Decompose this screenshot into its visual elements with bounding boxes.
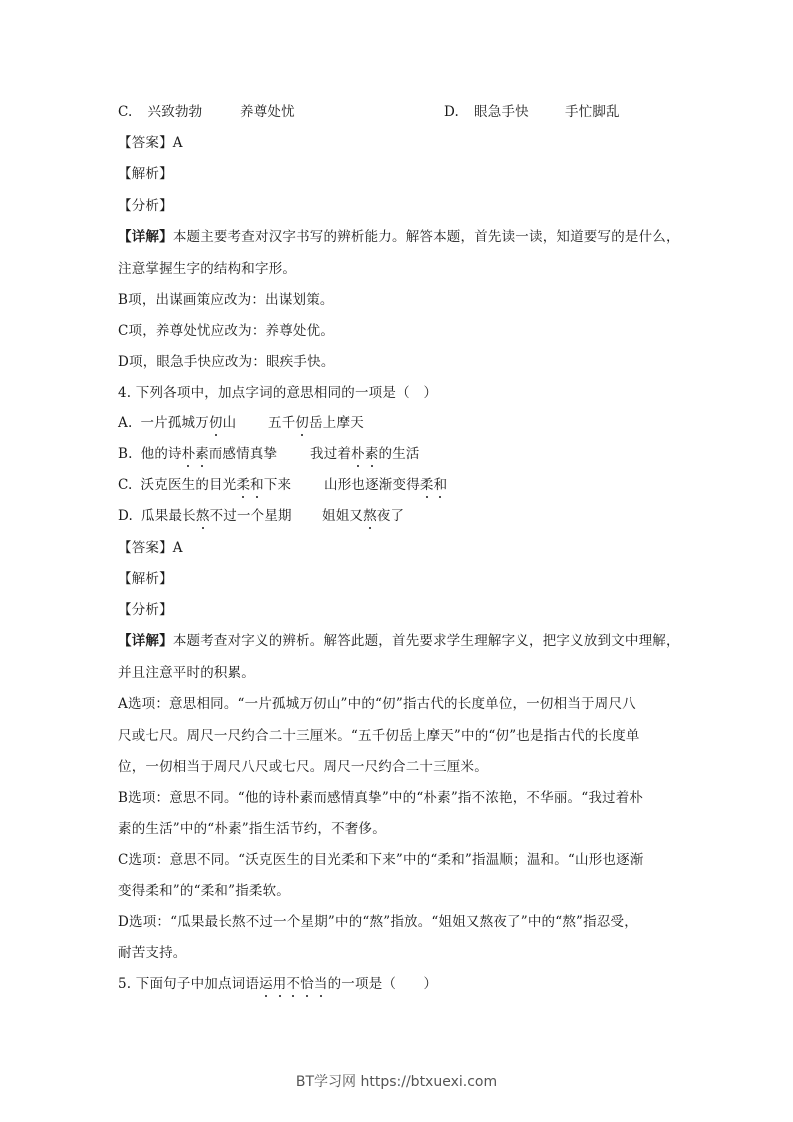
text: 一片孤城万 — [140, 415, 209, 431]
detail-tag: 【详解】 — [118, 633, 173, 649]
q4-option-d-sentence2 — [322, 507, 404, 525]
dotted-word: 熬 — [363, 508, 377, 524]
dotted-char: 柔 — [419, 477, 434, 493]
detail-line-2: 注意掌握生字的结构和字形。 — [118, 261, 297, 277]
q4-answer: 【答案】A — [118, 540, 183, 556]
q4-option-a — [118, 414, 236, 432]
text: 他的诗 — [140, 446, 182, 462]
option-label: D. — [118, 508, 134, 524]
text: 我过着 — [310, 446, 352, 462]
option-d-row — [444, 103, 529, 121]
dotted-char: 素 — [195, 446, 209, 462]
detail-text: 本题主要考查对汉字书写的辨析能力。解答本题，首先读一读，知道要写的是什么， — [172, 229, 680, 245]
explain-a-line-3: 位，一仞相当于周尺八尺或七尺。周尺一尺约合二十三厘米。 — [118, 759, 488, 775]
text: 山 — [222, 415, 237, 431]
explain-a-line-1: A选项：意思相同。“一片孤城万仞山”中的“仞”指古代的长度单位，一仞相当于周尺八 — [118, 696, 636, 712]
footer-watermark: BT学习网 https://btxuexi.com — [295, 1074, 498, 1090]
option-c-row — [118, 103, 202, 121]
explain-b-line-2: 素的生活”中的“朴素”指生活节约，不奢侈。 — [118, 821, 386, 837]
q4-jiexi-heading: 【解析】 — [118, 571, 173, 587]
text: 不过一个星期 — [209, 508, 292, 524]
option-d-word2: 手忙脚乱 — [565, 104, 620, 120]
dotted-word: 熬 — [195, 508, 210, 524]
q4-option-a-sentence2 — [268, 414, 364, 432]
option-word: 兴致勃勃 — [147, 104, 203, 120]
option-word: 眼急手快 — [474, 104, 529, 120]
dotted-word — [420, 477, 447, 493]
dotted-char: 朴 — [351, 446, 365, 462]
text: 瓜果最长 — [141, 508, 196, 524]
explain-c-line-1: C选项：意思不同。“沃克医生的目光柔和下来”中的“柔和”指温顺；温和。“山形也逐渐 — [118, 852, 644, 868]
text: 山形也逐渐变得 — [324, 477, 420, 493]
dotted-char: 和 — [250, 477, 264, 493]
dotted-char: 朴 — [181, 446, 196, 462]
text: 五千 — [268, 415, 296, 431]
explain-d-line-2: 耐苦支持。 — [118, 945, 187, 961]
dotted-char: 运 — [259, 976, 273, 992]
q4-option-b — [118, 445, 277, 463]
option-label: D. — [444, 104, 460, 120]
dotted-word — [259, 976, 328, 992]
text: 夜了 — [376, 508, 405, 524]
explain-d-line-1: D选项：“瓜果最长熬不过一个星期”中的“熬”指放。“姐姐又熬夜了”中的“熬”指忍受， — [118, 914, 638, 930]
q5-stem — [118, 975, 437, 993]
text: 下来 — [263, 477, 292, 493]
fenxi-heading: 【分析】 — [118, 198, 173, 214]
explain-a-line-2: 尺或七尺。周尺一尺约合二十三厘米。“五千仞岳上摩天”中的“仞”也是指古代的长度单 — [118, 728, 640, 744]
option-label: A. — [118, 415, 133, 431]
text: 而感情真挚 — [208, 446, 278, 462]
dotted-char: 不 — [286, 976, 301, 992]
option-label: C. — [118, 477, 133, 493]
q4-stem: 4. 下列各项中，加点字词的意思相同的一项是（ ） — [118, 385, 438, 401]
fix-b: B项，出谋画策应改为：出谋划策。 — [118, 292, 334, 308]
dotted-word: 仞 — [295, 415, 310, 431]
text: 的生活 — [378, 446, 420, 462]
q4-option-d — [118, 507, 292, 525]
text: 岳上摩天 — [309, 415, 364, 431]
option-label: B. — [118, 446, 133, 462]
text: 5. 下面句子中加点词语 — [118, 976, 260, 992]
dotted-char: 和 — [433, 477, 448, 493]
q4-detail-line-2: 并且注意平时的积累。 — [118, 665, 255, 681]
explain-c-line-2: 变得柔和”的“柔和”指柔软。 — [118, 883, 291, 899]
q4-option-c — [118, 476, 291, 494]
option-c-word2: 养尊处忧 — [240, 104, 295, 120]
q4-option-c-sentence2 — [324, 476, 447, 494]
fix-c: C项，养尊处忧应改为：养尊处优。 — [118, 323, 335, 339]
dotted-char: 素 — [364, 446, 379, 462]
explain-b-line-1: B选项：意思不同。“他的诗朴素而感情真挚”中的“朴素”指不浓艳，不华丽。“我过着朴 — [118, 790, 644, 806]
text: 姐姐又 — [322, 508, 364, 524]
dotted-word — [182, 446, 209, 462]
jiexi-heading: 【解析】 — [118, 166, 173, 182]
detail-tag: 【详解】 — [118, 229, 173, 245]
q4-option-b-sentence2 — [310, 445, 420, 463]
detail-line-1 — [118, 228, 680, 246]
dotted-char: 柔 — [236, 477, 251, 493]
q4-fenxi-heading: 【分析】 — [118, 602, 173, 618]
dotted-char: 用 — [272, 976, 287, 992]
dotted-word: 仞 — [208, 415, 223, 431]
fix-d: D项，眼急手快应改为：眼疾手快。 — [118, 354, 335, 370]
option-label: C. — [118, 104, 133, 120]
text: 的一项是（ ） — [327, 976, 438, 992]
text: 沃克医生的目光 — [140, 477, 237, 493]
answer-label: 【答案】A — [118, 135, 183, 151]
dotted-char: 恰 — [300, 976, 314, 992]
dotted-char: 当 — [313, 976, 328, 992]
dotted-word — [236, 477, 263, 493]
detail-text: 本题考查对字义的辨析。解答此题，首先要求学生理解字义，把字义放到文中理解， — [172, 633, 680, 649]
q4-detail-line-1 — [118, 632, 680, 650]
dotted-word — [351, 446, 378, 462]
